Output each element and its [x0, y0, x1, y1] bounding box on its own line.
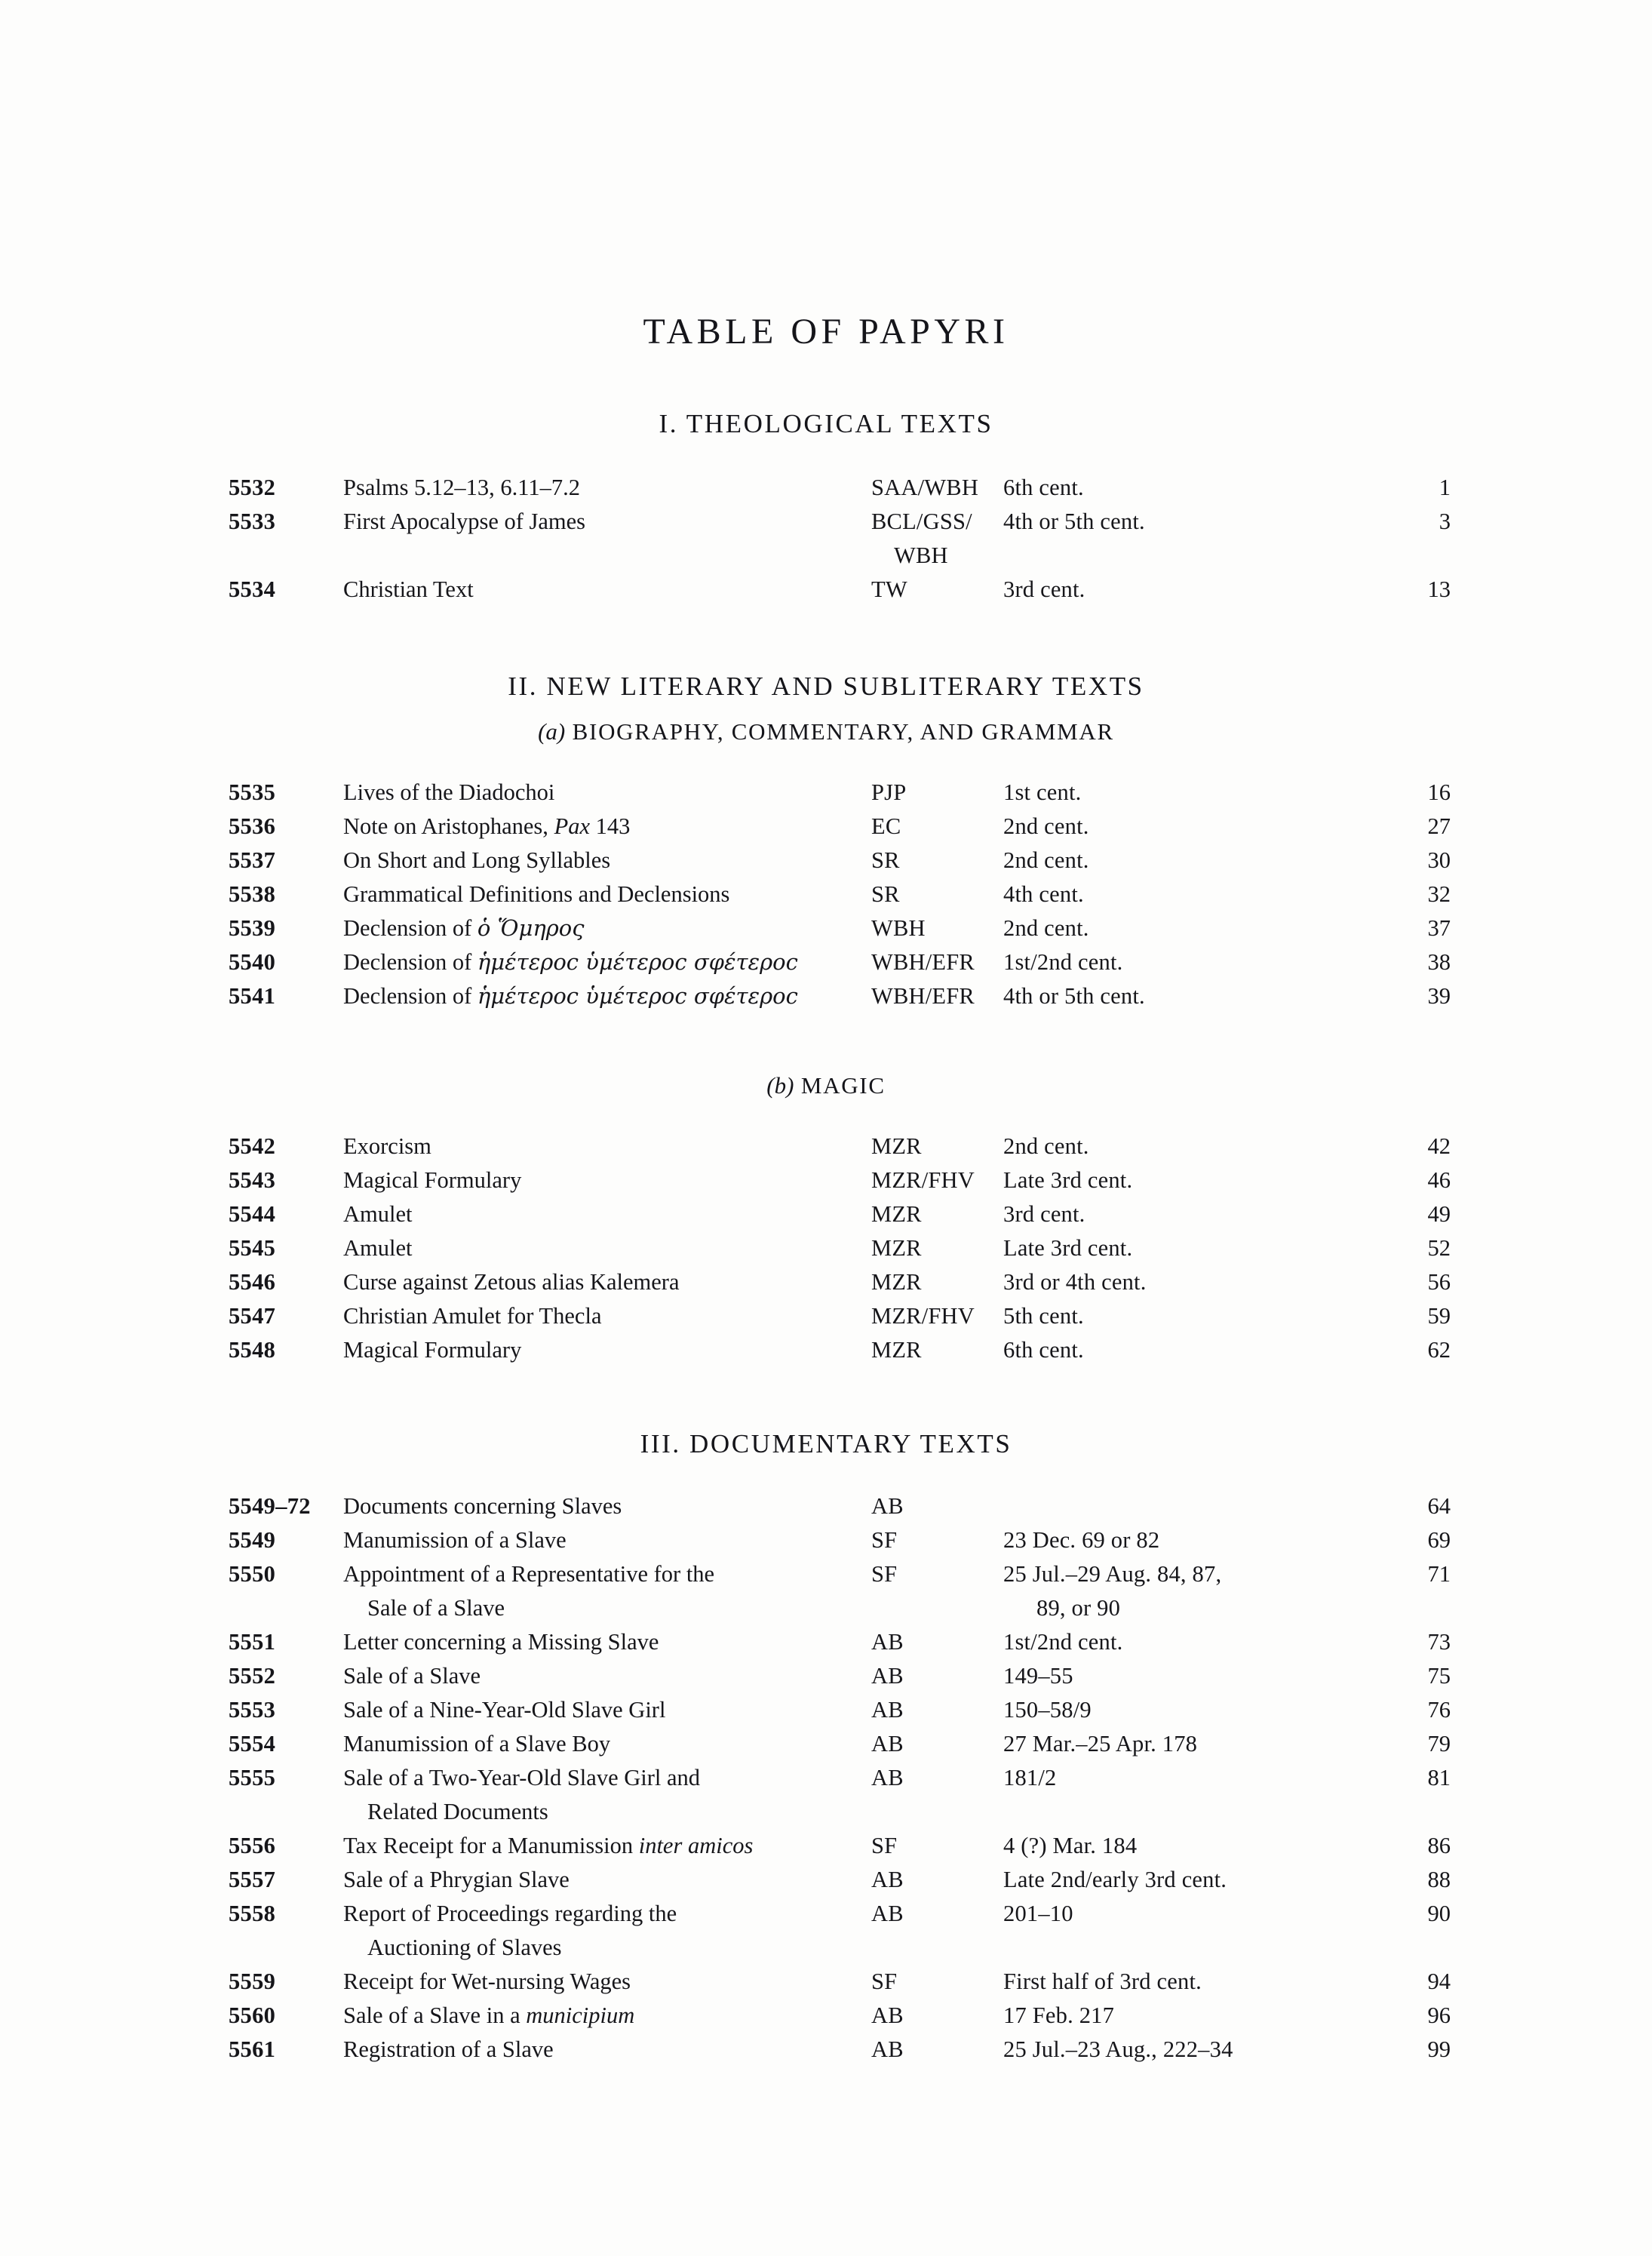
entry-title: Registration of a Slave	[343, 2036, 554, 2062]
entry-title: Manumission of a Slave Boy	[343, 1731, 611, 1757]
table-row	[229, 1727, 1451, 1761]
table-row-continuation	[229, 1931, 1451, 1965]
entry-number: 5555	[229, 1765, 276, 1790]
entry-page-number: 49	[1427, 1201, 1451, 1227]
entry-date: 201–10	[1003, 1901, 1073, 1926]
section-heading-theological: I. THEOLOGICAL TEXTS	[659, 409, 993, 438]
entry-date	[1003, 1489, 1320, 1523]
entry-date: 2nd cent.	[1003, 915, 1089, 941]
entry-title-italic: municipium	[526, 2002, 635, 2028]
entry-editor-continuation	[871, 1795, 1003, 1829]
table-row	[229, 1897, 1451, 1931]
entry-page-number: 59	[1427, 1303, 1451, 1329]
table-row	[229, 1761, 1451, 1795]
entry-date: 1st/2nd cent.	[1003, 1629, 1123, 1655]
entry-date: 149–55	[1003, 1663, 1073, 1689]
entry-editor: WBH/EFR	[871, 983, 975, 1009]
entry-number: 5552	[229, 1663, 276, 1689]
entry-title: Christian Amulet for Thecla	[343, 1303, 602, 1329]
entry-date: 2nd cent.	[1003, 1133, 1089, 1159]
subsection-title-a: BIOGRAPHY, COMMENTARY, AND GRAMMAR	[565, 718, 1114, 745]
entry-title: Christian Text	[343, 576, 474, 602]
entry-page-number: 75	[1427, 1663, 1451, 1689]
entry-page-number: 96	[1427, 2002, 1451, 2028]
entry-title: On Short and Long Syllables	[343, 847, 611, 873]
section-heading-documentary: III. DOCUMENTARY TEXTS	[640, 1429, 1012, 1458]
subsection-title-b: MAGIC	[794, 1072, 886, 1099]
entry-number: 5542	[229, 1133, 276, 1159]
entry-editor: WBH/EFR	[871, 949, 975, 975]
entry-title: Amulet	[343, 1235, 413, 1261]
entry-page-number: 69	[1427, 1527, 1451, 1553]
entry-number: 5560	[229, 2002, 276, 2028]
table-row-continuation	[229, 1795, 1451, 1829]
entry-title: Report of Proceedings regarding the	[343, 1901, 677, 1926]
table-row	[229, 1197, 1451, 1231]
entry-number: 5544	[229, 1201, 276, 1227]
entry-date: 25 Jul.–23 Aug., 222–34	[1003, 2036, 1233, 2062]
entry-title: Tax Receipt for a Manumission inter amicos	[343, 1833, 754, 1858]
table-row-continuation	[229, 1591, 1451, 1625]
entry-title-greek: ἡμέτεροϲ ὑμέτεροϲ σφέτεροϲ	[477, 983, 798, 1009]
entry-page-number: 46	[1427, 1167, 1451, 1193]
table-row	[229, 1163, 1451, 1197]
entry-page-number: 64	[1427, 1493, 1451, 1519]
entry-title-italic: inter amicos	[638, 1833, 754, 1858]
entry-number: 5550	[229, 1561, 276, 1587]
table-row	[229, 1265, 1451, 1299]
entry-number-continuation	[229, 1795, 343, 1829]
entry-page-number: 42	[1427, 1133, 1451, 1159]
entry-page-number: 38	[1427, 949, 1451, 975]
subsection-heading-biography	[0, 718, 1652, 745]
entry-editor: SAA/WBH	[871, 475, 979, 500]
entry-number: 5534	[229, 576, 276, 602]
entry-title: Sale of a Nine-Year-Old Slave Girl	[343, 1697, 666, 1723]
table-row	[229, 979, 1451, 1013]
entry-date: 3rd cent.	[1003, 576, 1085, 602]
entry-editor: MZR/FHV	[871, 1303, 975, 1329]
entry-number: 5536	[229, 813, 276, 839]
entry-number: 5558	[229, 1901, 276, 1926]
entry-editor: AB	[871, 2036, 904, 2062]
entry-page-number: 16	[1427, 779, 1451, 805]
entry-date: 6th cent.	[1003, 1337, 1084, 1363]
entry-title-continuation	[343, 1795, 871, 1829]
table-row	[229, 810, 1451, 844]
table-row	[229, 1625, 1451, 1659]
entry-table-documentary	[229, 1489, 1451, 2067]
entry-number: 5540	[229, 949, 276, 975]
entry-number: 5548	[229, 1337, 276, 1363]
table-row	[229, 471, 1451, 505]
entry-page-continuation	[1320, 1931, 1451, 1965]
entry-editor: BCL/GSS/	[871, 509, 972, 534]
entry-number: 5541	[229, 983, 276, 1009]
table-row	[229, 1231, 1451, 1265]
entry-editor: SF	[871, 1833, 898, 1858]
entry-page-number: 13	[1427, 576, 1451, 602]
entry-title: First Apocalypse of James	[343, 509, 586, 534]
entry-page-number: 1	[1439, 475, 1451, 500]
entry-title: Sale of a Two-Year-Old Slave Girl and	[343, 1765, 701, 1790]
entry-page-number: 99	[1427, 2036, 1451, 2062]
entry-editor: AB	[871, 1765, 904, 1790]
entry-title: Declension of ὁ Ὅμηρος	[343, 915, 585, 941]
entry-number: 5556	[229, 1833, 276, 1858]
entry-number: 5545	[229, 1235, 276, 1261]
entry-page-number: 79	[1427, 1731, 1451, 1757]
page-title: TABLE OF PAPYRI	[643, 312, 1009, 352]
entry-date: 6th cent.	[1003, 475, 1084, 500]
entry-date: 181/2	[1003, 1765, 1057, 1790]
entry-editor: AB	[871, 1731, 904, 1757]
entry-page-number: 32	[1427, 881, 1451, 907]
entry-number: 5539	[229, 915, 276, 941]
entry-editor: AB	[871, 2002, 904, 2028]
entry-date: Late 3rd cent.	[1003, 1167, 1133, 1193]
entry-editor: AB	[871, 1663, 904, 1689]
entry-title: Lives of the Diadochoi	[343, 779, 555, 805]
entry-page-number: 81	[1427, 1765, 1451, 1790]
entry-date: 4th or 5th cent.	[1003, 509, 1145, 534]
entry-title: Declension of ἡμέτεροϲ ὑμέτεροϲ σφέτεροϲ	[343, 949, 798, 975]
entry-editor-continuation-text: WBH	[894, 542, 948, 568]
entry-page-continuation	[1320, 539, 1451, 573]
table-row	[229, 1965, 1451, 1999]
entry-number-continuation	[229, 539, 343, 573]
entry-number: 5549	[229, 1527, 276, 1553]
entry-date-continuation	[1003, 1795, 1320, 1829]
entry-page-continuation	[1320, 1795, 1451, 1829]
entry-date-continuation	[1003, 1591, 1320, 1625]
table-row	[229, 1693, 1451, 1727]
entry-editor: MZR	[871, 1133, 922, 1159]
entry-number: 5532	[229, 475, 276, 500]
entry-title: Note on Aristophanes, Pax 143	[343, 813, 631, 839]
entry-date: Late 2nd/early 3rd cent.	[1003, 1867, 1227, 1892]
entry-number: 5538	[229, 881, 276, 907]
table-row	[229, 2033, 1451, 2067]
subsection-label-a: (a)	[538, 718, 566, 745]
entry-date: 4 (?) Mar. 184	[1003, 1833, 1138, 1858]
entry-editor: MZR	[871, 1269, 922, 1295]
entry-title: Magical Formulary	[343, 1167, 522, 1193]
entry-page-number: 86	[1427, 1833, 1451, 1858]
entry-editor: AB	[871, 1901, 904, 1926]
entry-date: 4th cent.	[1003, 881, 1084, 907]
subsection-heading-magic	[0, 1072, 1652, 1099]
entry-editor: AB	[871, 1493, 904, 1519]
entry-title-continuation	[343, 539, 871, 573]
entry-title: Sale of a Slave	[343, 1663, 481, 1689]
table-row	[229, 1523, 1451, 1557]
entry-date-continuation	[1003, 539, 1320, 573]
entry-editor: SR	[871, 881, 900, 907]
entry-title-continuation	[343, 1591, 871, 1625]
entry-date: 23 Dec. 69 or 82	[1003, 1527, 1160, 1553]
entry-page-number: 27	[1427, 813, 1451, 839]
entry-title: Manumission of a Slave	[343, 1527, 567, 1553]
table-row	[229, 1863, 1451, 1897]
entry-page-number: 71	[1427, 1561, 1451, 1587]
entry-title-continuation-text: Related Documents	[367, 1799, 548, 1824]
entry-editor: SF	[871, 1561, 898, 1587]
table-row	[229, 1829, 1451, 1863]
entry-number: 5535	[229, 779, 276, 805]
entry-date: First half of 3rd cent.	[1003, 1969, 1202, 1994]
entry-date: 4th or 5th cent.	[1003, 983, 1145, 1009]
entry-editor-continuation	[871, 1591, 1003, 1625]
table-row	[229, 573, 1451, 607]
entry-title: Grammatical Definitions and Declensions	[343, 881, 730, 907]
entry-editor: EC	[871, 813, 901, 839]
entry-editor: MZR	[871, 1201, 922, 1227]
entry-title: Appointment of a Representative for the	[343, 1561, 715, 1587]
entry-number: 5546	[229, 1269, 276, 1295]
entry-title: Sale of a Phrygian Slave	[343, 1867, 570, 1892]
entry-title-greek: ἡμέτεροϲ ὑμέτεροϲ σφέτεροϲ	[477, 949, 798, 975]
entry-editor-continuation	[871, 1931, 1003, 1965]
entry-date-continuation-text: 89, or 90	[1036, 1595, 1121, 1621]
entry-editor: TW	[871, 576, 907, 602]
entry-page-number: 30	[1427, 847, 1451, 873]
entry-date: 3rd or 4th cent.	[1003, 1269, 1147, 1295]
entry-title: Letter concerning a Missing Slave	[343, 1629, 659, 1655]
entry-page-number: 3	[1439, 509, 1451, 534]
entry-editor: SR	[871, 847, 900, 873]
table-row	[229, 878, 1451, 911]
entry-date-continuation	[1003, 1931, 1320, 1965]
entry-title-continuation-text: Sale of a Slave	[367, 1595, 505, 1621]
entry-table-magic	[229, 1130, 1451, 1367]
entry-title: Receipt for Wet-nursing Wages	[343, 1969, 631, 1994]
table-row	[229, 844, 1451, 878]
table-row	[229, 945, 1451, 979]
entry-number: 5557	[229, 1867, 276, 1892]
entry-date: 3rd cent.	[1003, 1201, 1085, 1227]
entry-title-italic: Pax	[554, 813, 590, 839]
entry-date: 2nd cent.	[1003, 847, 1089, 873]
entry-title-continuation-text: Auctioning of Slaves	[367, 1935, 562, 1960]
entry-page-number: 90	[1427, 1901, 1451, 1926]
entry-editor: SF	[871, 1969, 898, 1994]
entry-page-number: 76	[1427, 1697, 1451, 1723]
entry-page-number: 37	[1427, 915, 1451, 941]
entry-editor: SF	[871, 1527, 898, 1553]
entry-editor: MZR	[871, 1235, 922, 1261]
entry-number: 5533	[229, 509, 276, 534]
table-row-continuation	[229, 539, 1451, 573]
entry-date: 27 Mar.–25 Apr. 178	[1003, 1731, 1198, 1757]
entry-number: 5559	[229, 1969, 276, 1994]
entry-page-number: 56	[1427, 1269, 1451, 1295]
entry-editor: MZR/FHV	[871, 1167, 975, 1193]
entry-page-number: 88	[1427, 1867, 1451, 1892]
entry-date: Late 3rd cent.	[1003, 1235, 1133, 1261]
entry-date: 5th cent.	[1003, 1303, 1084, 1329]
entry-number-continuation	[229, 1591, 343, 1625]
entry-page-number: 94	[1427, 1969, 1451, 1994]
entry-number: 5561	[229, 2036, 276, 2062]
entry-date: 17 Feb. 217	[1003, 2002, 1115, 2028]
entry-editor: PJP	[871, 779, 907, 805]
entry-number: 5537	[229, 847, 276, 873]
entry-page-number: 73	[1427, 1629, 1451, 1655]
entry-title: Exorcism	[343, 1133, 431, 1159]
entry-number: 5551	[229, 1629, 276, 1655]
entry-number: 5549–72	[229, 1493, 311, 1519]
entry-title: Amulet	[343, 1201, 413, 1227]
entry-title-greek: ὁ Ὅμηρος	[477, 915, 585, 941]
entry-editor: WBH	[871, 915, 926, 941]
table-row	[229, 1333, 1451, 1367]
entry-title: Magical Formulary	[343, 1337, 522, 1363]
subsection-label-b: (b)	[766, 1072, 794, 1099]
entry-editor-continuation	[871, 539, 1003, 573]
entry-title-continuation	[343, 1931, 871, 1965]
entry-page-number: 52	[1427, 1235, 1451, 1261]
entry-date: 1st/2nd cent.	[1003, 949, 1123, 975]
entry-title: Psalms 5.12–13, 6.11–7.2	[343, 475, 581, 500]
entry-date: 1st cent.	[1003, 779, 1082, 805]
table-row	[229, 1557, 1451, 1591]
entry-table-theological	[229, 471, 1451, 607]
table-row	[229, 911, 1451, 945]
entry-date: 2nd cent.	[1003, 813, 1089, 839]
entry-editor: MZR	[871, 1337, 922, 1363]
table-row	[229, 1489, 1451, 1523]
entry-editor: AB	[871, 1629, 904, 1655]
entry-title: Declension of ἡμέτεροϲ ὑμέτεροϲ σφέτεροϲ	[343, 983, 798, 1009]
table-row	[229, 1130, 1451, 1163]
entry-page-number: 62	[1427, 1337, 1451, 1363]
entry-editor: AB	[871, 1867, 904, 1892]
entry-page-number: 39	[1427, 983, 1451, 1009]
entry-number-continuation	[229, 1931, 343, 1965]
entry-number: 5554	[229, 1731, 276, 1757]
entry-number: 5543	[229, 1167, 276, 1193]
entry-title: Curse against Zetous alias Kalemera	[343, 1269, 680, 1295]
section-heading-new-literary: II. NEW LITERARY AND SUBLITERARY TEXTS	[508, 672, 1144, 701]
table-row	[229, 1999, 1451, 2033]
entry-date: 150–58/9	[1003, 1697, 1092, 1723]
entry-editor: AB	[871, 1697, 904, 1723]
table-row	[229, 1299, 1451, 1333]
entry-page-continuation	[1320, 1591, 1451, 1625]
table-row	[229, 1659, 1451, 1693]
entry-title: Sale of a Slave in a municipium	[343, 2002, 635, 2028]
table-row	[229, 776, 1451, 810]
entry-title: Documents concerning Slaves	[343, 1493, 622, 1519]
entry-number: 5547	[229, 1303, 276, 1329]
entry-date: 25 Jul.–29 Aug. 84, 87,	[1003, 1561, 1222, 1587]
entry-table-biography	[229, 776, 1451, 1013]
entry-number: 5553	[229, 1697, 276, 1723]
table-row	[229, 505, 1451, 539]
